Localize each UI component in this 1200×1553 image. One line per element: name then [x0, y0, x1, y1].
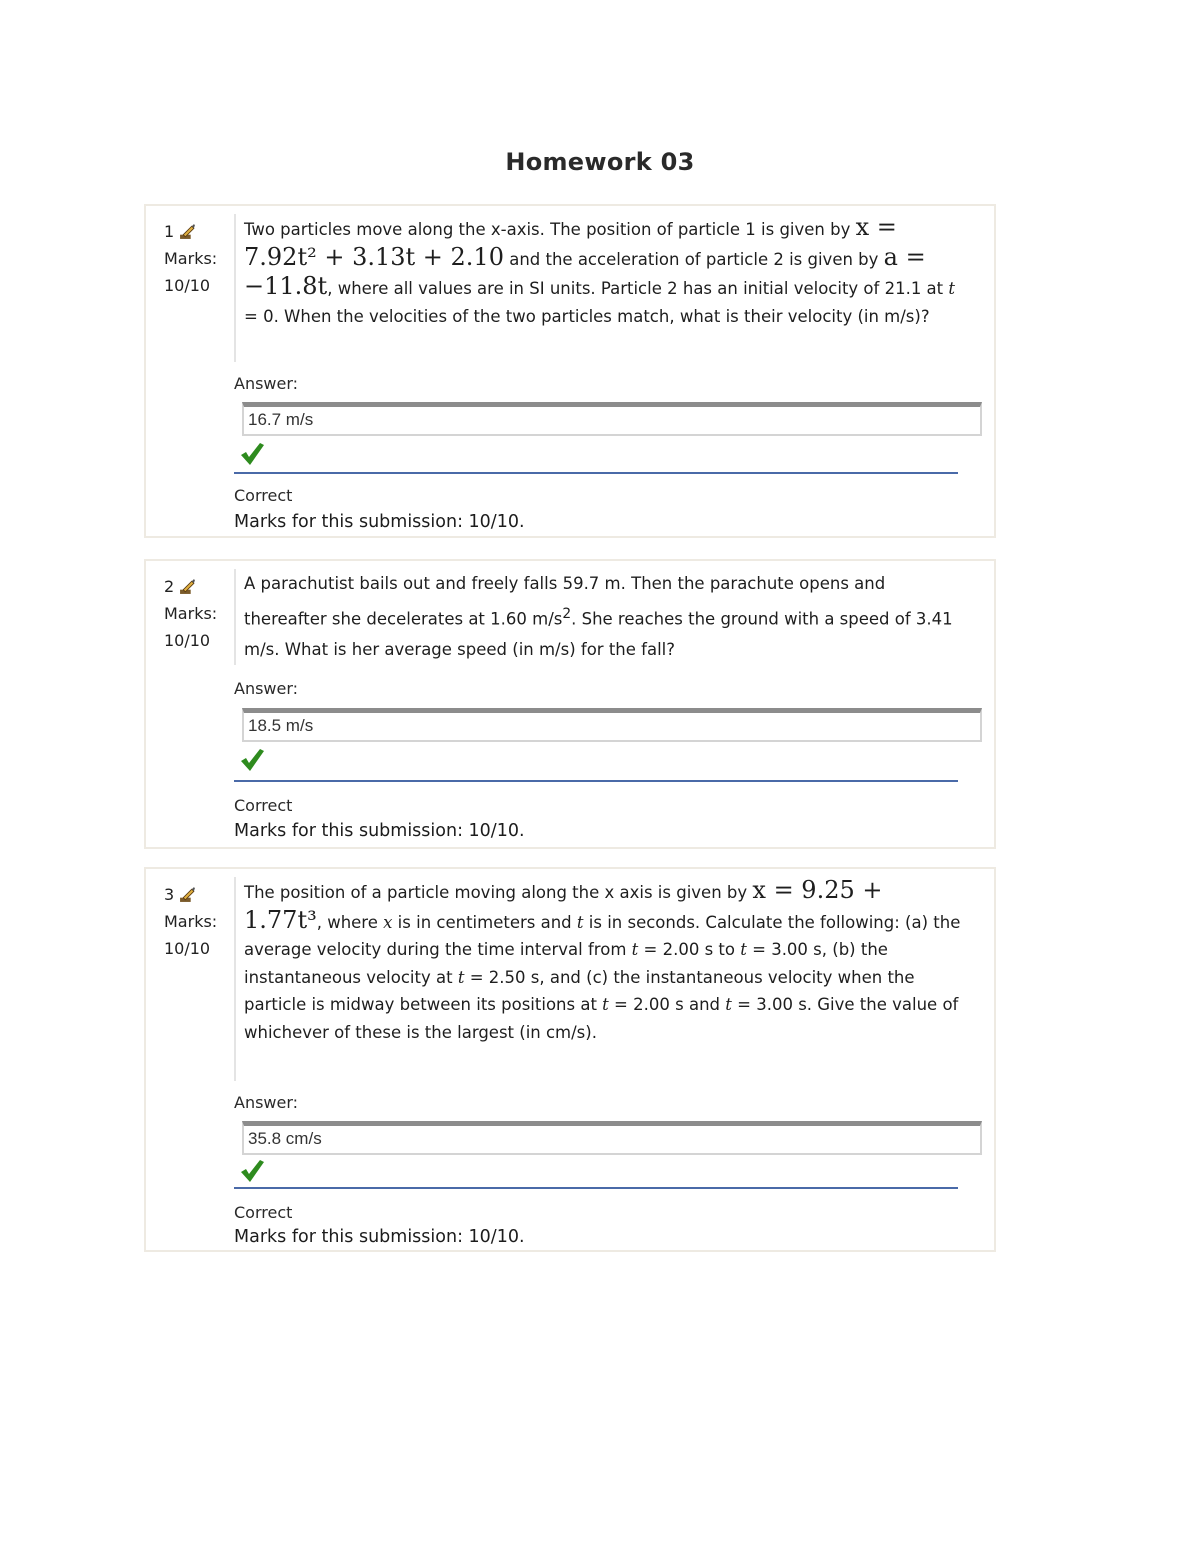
question-score: 10/10 [164, 631, 211, 650]
question-number: 2 [164, 577, 175, 596]
acceleration-equation: a = −11.8t [244, 242, 926, 300]
edit-pencil-icon[interactable] [179, 886, 196, 903]
edit-pencil-icon[interactable] [179, 578, 196, 595]
question-text: The position of a particle moving along the x axis is given by x = 9.25 + 1.77t³, where x is in centimeters and t is in seconds. Calculate the following: (a) the average velocity during the time interval from t = 2.00 s to t = 3.00 s, (b) the instantaneous velocity at t = 2.50 s, and (c) the instantaneous velocity when the particle is midway between its positions at t = 2.00 s and t = 3.00 s. Give the value of whichever of these is the largest (in cm/s). [234, 877, 964, 1081]
status-text: Correct [234, 796, 293, 815]
divider [234, 780, 958, 782]
position-equation: x = 7.92t² + 3.13t + 2.10 [244, 213, 897, 271]
answer-input[interactable]: 35.8 cm/s [242, 1121, 982, 1155]
question-info [164, 218, 234, 299]
marks-submission: Marks for this submission: 10/10. [234, 512, 525, 532]
check-icon [238, 1157, 266, 1185]
question-3 [144, 867, 996, 1252]
answer-input[interactable]: 18.5 m/s [242, 708, 982, 742]
marks-label: Marks: [164, 249, 218, 268]
position-equation: x = 9.25 + 1.77t³ [244, 876, 883, 934]
question-text: A parachutist bails out and freely falls 59.7 m. Then the parachute opens and thereafter she decelerates at 1.60 $m/s^2$. She reaches the ground with a speed of 3.41 m/s. What is her average speed (in m/s) for the fall? [234, 569, 964, 665]
answer-input[interactable]: 16.7 m/s [242, 402, 982, 436]
question-number: 3 [164, 885, 175, 904]
check-icon [238, 440, 266, 468]
divider [234, 472, 958, 474]
page-title: Homework 03 [505, 148, 695, 176]
answer-label: Answer: [234, 679, 299, 698]
question-1 [144, 204, 996, 538]
question-2 [144, 559, 996, 849]
question-text: Two particles move along the x-axis. The position of particle 1 is given by x = 7.92t² + 3.13t + 2.10 and the acceleration of particle 2 is given by a = −11.8t, where all values are in SI units. Particle 2 has an initial velocity of 21.1 at t = 0. When the velocities of the two particles match, what is their velocity (in m/s)? [234, 214, 964, 362]
answer-label: Answer: [234, 374, 299, 393]
check-icon [238, 746, 266, 774]
marks-submission: Marks for this submission: 10/10. [234, 1227, 525, 1247]
marks-submission: Marks for this submission: 10/10. [234, 821, 525, 841]
question-info [164, 573, 234, 654]
status-text: Correct [234, 486, 293, 505]
status-text: Correct [234, 1203, 293, 1222]
marks-label: Marks: [164, 912, 218, 931]
question-number: 1 [164, 222, 175, 241]
question-info [164, 881, 234, 962]
question-score: 10/10 [164, 939, 211, 958]
divider [234, 1187, 958, 1189]
edit-pencil-icon[interactable] [179, 223, 196, 240]
answer-label: Answer: [234, 1093, 299, 1112]
marks-label: Marks: [164, 604, 218, 623]
question-score: 10/10 [164, 276, 211, 295]
